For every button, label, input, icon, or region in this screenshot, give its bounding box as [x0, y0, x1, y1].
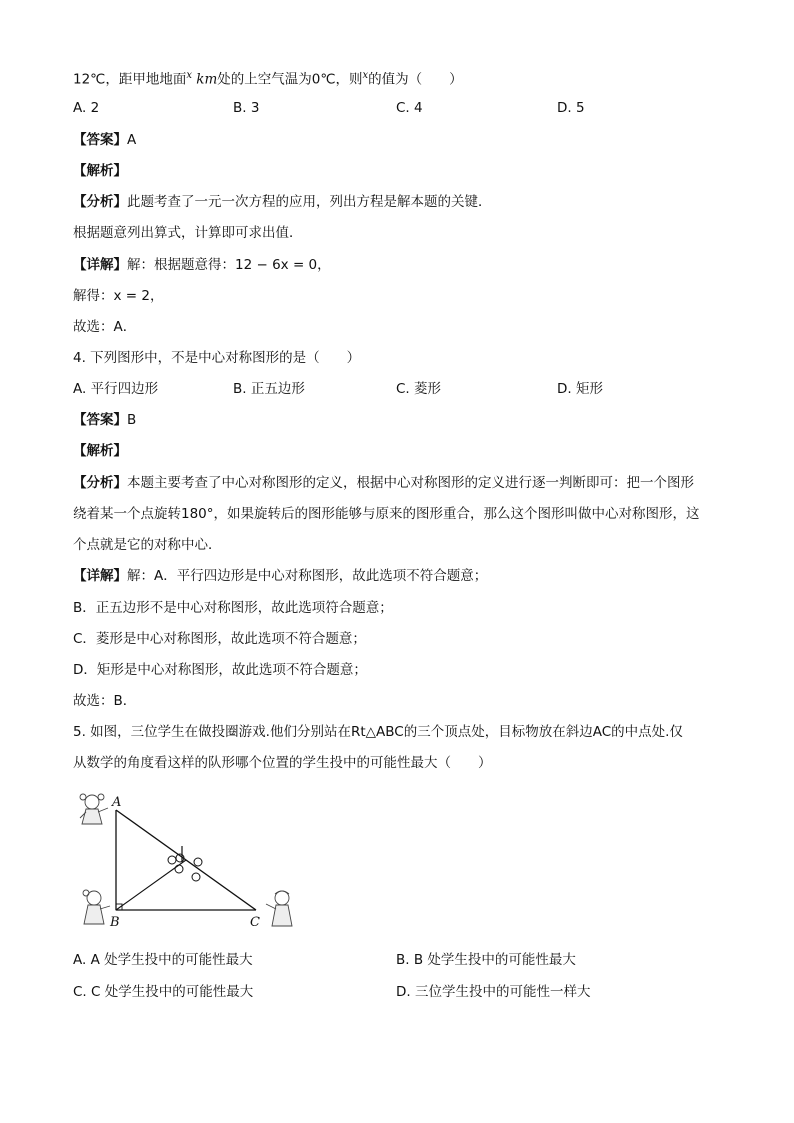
q3-stem — [73, 66, 463, 90]
q4-answer-line — [73, 410, 136, 430]
q4-answer-tag: 【答案】 — [73, 412, 127, 428]
q5-stem-line1: 5. 如图，三位学生在做投圈游戏.他们分别站在Rt△ABC的三个顶点处，目标物放在斜边AC的中点处.仅 — [73, 724, 683, 740]
q4-detail-d: D．矩形是中心对称图形，故此选项不符合题意； — [73, 662, 367, 678]
ring-icon — [168, 856, 176, 864]
q3-stem-part3: 的值为（ ） — [368, 71, 463, 88]
q5-option-b[interactable]: B. B 处学生投中的可能性最大 — [396, 952, 576, 968]
q3-option-a[interactable]: A. 2 — [73, 100, 100, 116]
q3-var-x-2: x — [362, 70, 369, 81]
q3-analysis-line2: 根据题意列出算式，计算即可求出值． — [73, 225, 303, 241]
q3-var-x: x — [186, 70, 192, 81]
q3-detail-line — [73, 255, 331, 275]
q4-detail-c: C．菱形是中心对称图形，故此选项不符合题意； — [73, 631, 366, 647]
q4-analysis-label: 【分析】 — [73, 475, 127, 491]
q3-answer-tag: 【答案】 — [73, 132, 127, 148]
ring-icon — [175, 865, 183, 873]
q4-choose-line: 故选：B． — [73, 693, 137, 709]
q3-option-d[interactable]: D. 5 — [557, 100, 585, 116]
q3-option-c[interactable]: C. 4 — [396, 100, 423, 116]
q3-solve-line: 解得：x = 2， — [73, 288, 164, 304]
q4-option-b[interactable]: B. 正五边形 — [233, 381, 305, 397]
q4-detail-b: B．正五边形不是中心对称图形，故此选项符合题意； — [73, 600, 393, 616]
vertex-a-label: A — [112, 795, 122, 810]
q4-analysis-tag: 【解析】 — [73, 443, 127, 459]
q3-unit-km: km — [196, 71, 218, 88]
q4-option-d[interactable]: D. 矩形 — [557, 381, 603, 397]
q4-analysis-text1: 本题主要考查了中心对称图形的定义，根据中心对称图形的定义进行逐一判断即可：把一个图形 — [127, 475, 694, 491]
q4-stem: 4. 下列图形中，不是中心对称图形的是（ ） — [73, 350, 361, 366]
q3-analysis-line — [73, 192, 492, 212]
ring-icon — [192, 873, 200, 881]
student-c-icon — [266, 891, 292, 926]
q3-detail-text: 解：根据题意得：12 − 6x = 0， — [127, 257, 331, 273]
student-b-icon — [83, 890, 110, 924]
q4-detail-a: 解：A．平行四边形是中心对称图形，故此选项不符合题意； — [127, 568, 488, 584]
q4-analysis-line3: 个点就是它的对称中心． — [73, 537, 222, 553]
q4-option-c[interactable]: C. 菱形 — [396, 381, 442, 397]
q3-analysis-label: 【分析】 — [73, 194, 127, 210]
q3-stem-part2: 处的上空气温为0℃，则 — [217, 71, 363, 88]
q3-analysis-text: 此题考查了一元一次方程的应用，列出方程是解本题的关键． — [127, 194, 492, 210]
q4-analysis-line2: 绕着某一个点旋转180°，如果旋转后的图形能够与原来的图形重合，那么这个图形叫做中心对称图形，这 — [73, 506, 700, 522]
q5-option-c[interactable]: C. C 处学生投中的可能性最大 — [73, 984, 254, 1000]
q3-analysis-tag: 【解析】 — [73, 163, 127, 179]
right-triangle-figure — [72, 790, 312, 940]
vertex-c-label: C — [250, 915, 260, 930]
vertex-b-label: B — [110, 915, 120, 930]
q4-option-a[interactable]: A. 平行四边形 — [73, 381, 159, 397]
q5-option-a[interactable]: A. A 处学生投中的可能性最大 — [73, 952, 253, 968]
q4-answer: B — [127, 412, 137, 428]
q3-answer-line — [73, 130, 136, 150]
q3-option-b[interactable]: B. 3 — [233, 100, 260, 116]
student-a-icon — [80, 794, 108, 824]
q5-stem-line2: 从数学的角度看这样的队形哪个位置的学生投中的可能性最大（ ） — [73, 755, 492, 771]
q5-option-d[interactable]: D. 三位学生投中的可能性一样大 — [396, 984, 591, 1000]
q4-detail-line — [73, 566, 487, 586]
q3-stem-part1: 12℃，距甲地地面 — [73, 71, 187, 88]
q3-choose-line: 故选：A． — [73, 319, 137, 335]
q3-answer: A — [127, 132, 137, 148]
q4-detail-label: 【详解】 — [73, 568, 127, 584]
q3-detail-label: 【详解】 — [73, 257, 127, 273]
ring-icon — [194, 858, 202, 866]
q4-analysis-line1 — [73, 473, 694, 493]
